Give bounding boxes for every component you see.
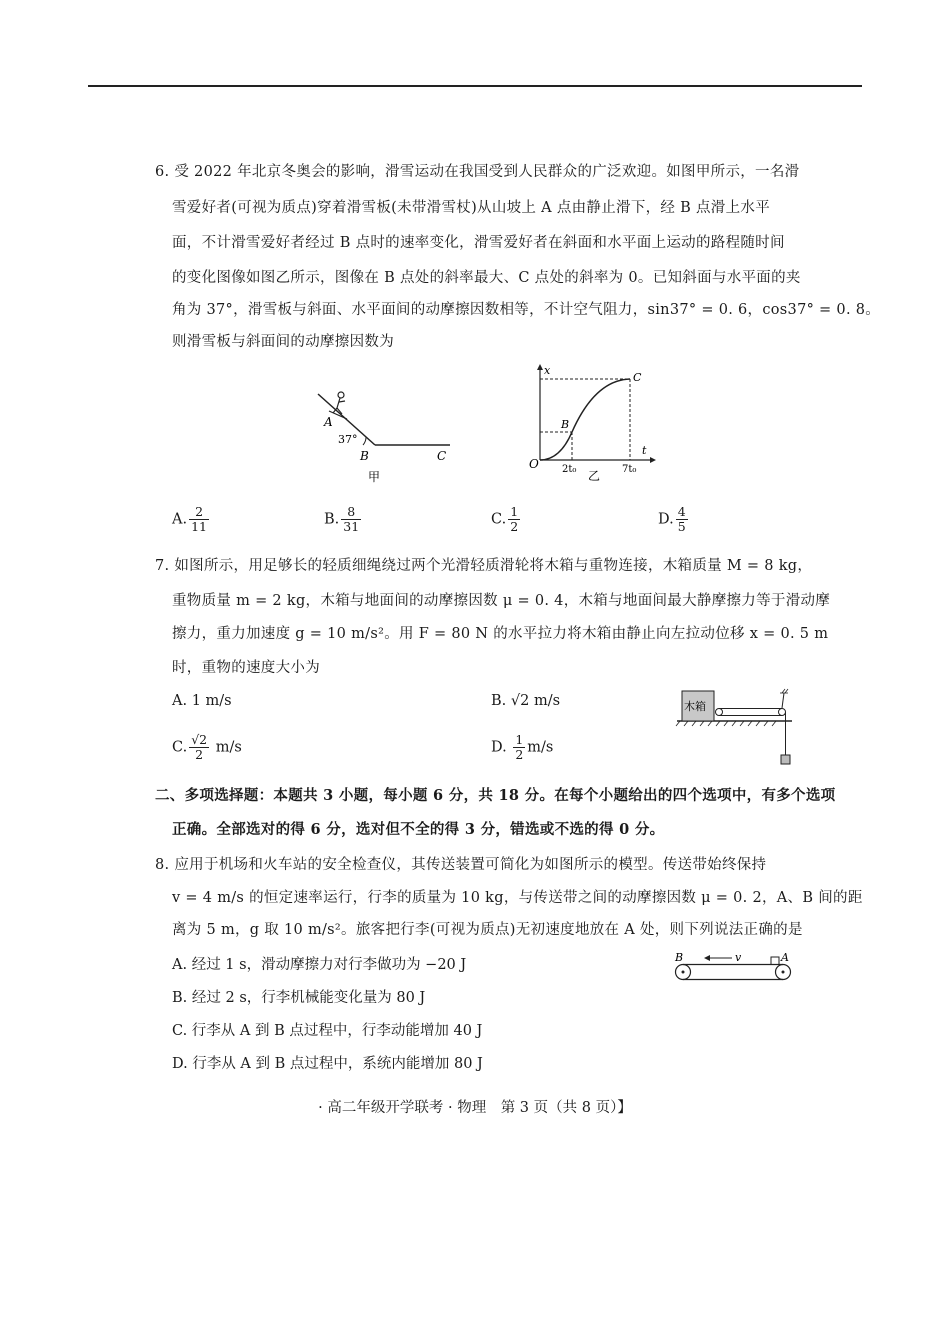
pulley-1 [716,709,723,716]
header-rule [88,85,862,87]
q6-line: 角为 37°，滑雪板与斜面、水平面间的动摩擦因数相等，不计空气阻力，sin37° = 0. 6，cos37° = 0. 8。 [172,302,881,318]
q8-line: 8. 应用于机场和火车站的安全检查仪，其传送装置可简化为如图所示的模型。传送带始终保持 [155,857,767,873]
point-a-label: A [781,951,789,964]
q6-line: 6. 受 2022 年北京冬奥会的影响，滑雪运动在我国受到人民群众的广泛欢迎。如图甲所示，一名滑 [155,164,800,180]
t-axis-label: t [642,444,647,457]
q6-line: 的变化图像如图乙所示，图像在 B 点处的斜率最大、C 点处的斜率为 0。已知斜面与水平面的夹 [172,270,801,286]
point-c-label: C [633,371,642,384]
x-axis-label: x [544,364,551,377]
page-footer: · 高二年级开学联考 · 物理 第 3 页（共 8 页）】 [318,1100,632,1116]
q8-line: 离为 5 m，g 取 10 m/s²。旅客把行李(可视为质点)无初速度地放在 A 处，则下列说法正确的是 [172,922,803,938]
q7-line: 擦力，重力加速度 g = 10 m/s²。用 F = 80 N 的水平拉力将木箱由静止向左拉动位移 x = 0. 5 m [172,626,829,642]
tick-label: 7t₀ [622,464,637,475]
luggage-box [771,957,779,965]
q8-option-d[interactable]: D. 行李从 A 到 B 点过程中，系统内能增加 80 J [172,1056,483,1072]
q6-line: 雪爱好者(可视为质点)穿着滑雪板(未带滑雪杖)从山坡上 A 点由静止滑下，经 B 点滑上水平 [172,200,770,216]
point-b-label: B [561,418,570,431]
point-b-label: B [360,449,369,463]
figure-conveyor-belt [668,950,798,990]
box-label: 木箱 [684,700,706,713]
pulley-2 [779,709,786,716]
angle-arc [363,437,366,445]
point-c-label: C [437,449,447,463]
figure-jia-slope [300,380,470,490]
point-a-label: A [324,415,333,429]
q6-option-d[interactable]: D. $\frac{4}{5}$ [658,504,686,534]
section-heading: 正确。全部选对的得 6 分，选对但不全的得 3 分，错选或不选的得 0 分。 [172,821,665,838]
q7-line: 重物质量 m = 2 kg，木箱与地面间的动摩擦因数 μ = 0. 4，木箱与地面间最大静摩擦力等于滑动摩 [172,593,831,609]
weight-block [781,755,790,764]
point-b-label: B [675,951,684,964]
origin-label: O [529,457,539,471]
figure-caption: 甲 [368,470,381,484]
q8-line: v = 4 m/s 的恒定速率运行，行李的质量为 10 kg，与传送带之间的动摩擦因数 μ = 0. 2，A、B 间的距 [172,890,863,906]
q6-option-c[interactable]: C. $\frac{1}{2}$ [491,504,519,534]
x-t-curve [540,379,630,460]
pulley-support [782,693,784,708]
q8-option-c[interactable]: C. 行李从 A 到 B 点过程中，行李动能增加 40 J [172,1023,483,1039]
q7-line: 7. 如图所示，用足够长的轻质细绳绕过两个光滑轻质滑轮将木箱与重物连接，木箱质量 M = 8 kg， [155,558,813,574]
q7-option-c[interactable]: C. $\frac{√2}{2}$ m/s [172,732,242,762]
q7-option-d[interactable]: D. $\frac{1}{2}$ m/s [491,732,554,762]
q8-option-b[interactable]: B. 经过 2 s，行李机械能变化量为 80 J [172,990,426,1006]
q6-line: 则滑雪板与斜面间的动摩擦因数为 [172,334,394,350]
q7-line: 时，重物的速度大小为 [172,660,320,676]
q6-line: 面，不计滑雪爱好者经过 B 点时的速率变化，滑雪爱好者在斜面和水平面上运动的路程随时间 [172,235,785,251]
velocity-label: v [735,951,742,964]
q8-option-a[interactable]: A. 经过 1 s，滑动摩擦力对行李做功为 −20 J [172,957,467,973]
q6-option-a[interactable]: A. $\frac{2}{11}$ [172,504,207,534]
q6-option-b[interactable]: B. $\frac{8}{31}$ [324,504,360,534]
figure-yi-graph [520,360,660,485]
q7-option-a[interactable]: A. 1 m/s [172,693,232,709]
section-heading: 二、多项选择题：本题共 3 小题，每小题 6 分，共 18 分。在每个小题给出的四个选项中，有多个选项 [155,787,836,804]
figure-pulley-system [672,685,802,770]
angle-label: 37° [338,433,358,446]
figure-caption: 乙 [588,469,601,483]
q7-option-b[interactable]: B. √2 m/s [491,693,561,709]
tick-label: 2t₀ [562,464,577,475]
